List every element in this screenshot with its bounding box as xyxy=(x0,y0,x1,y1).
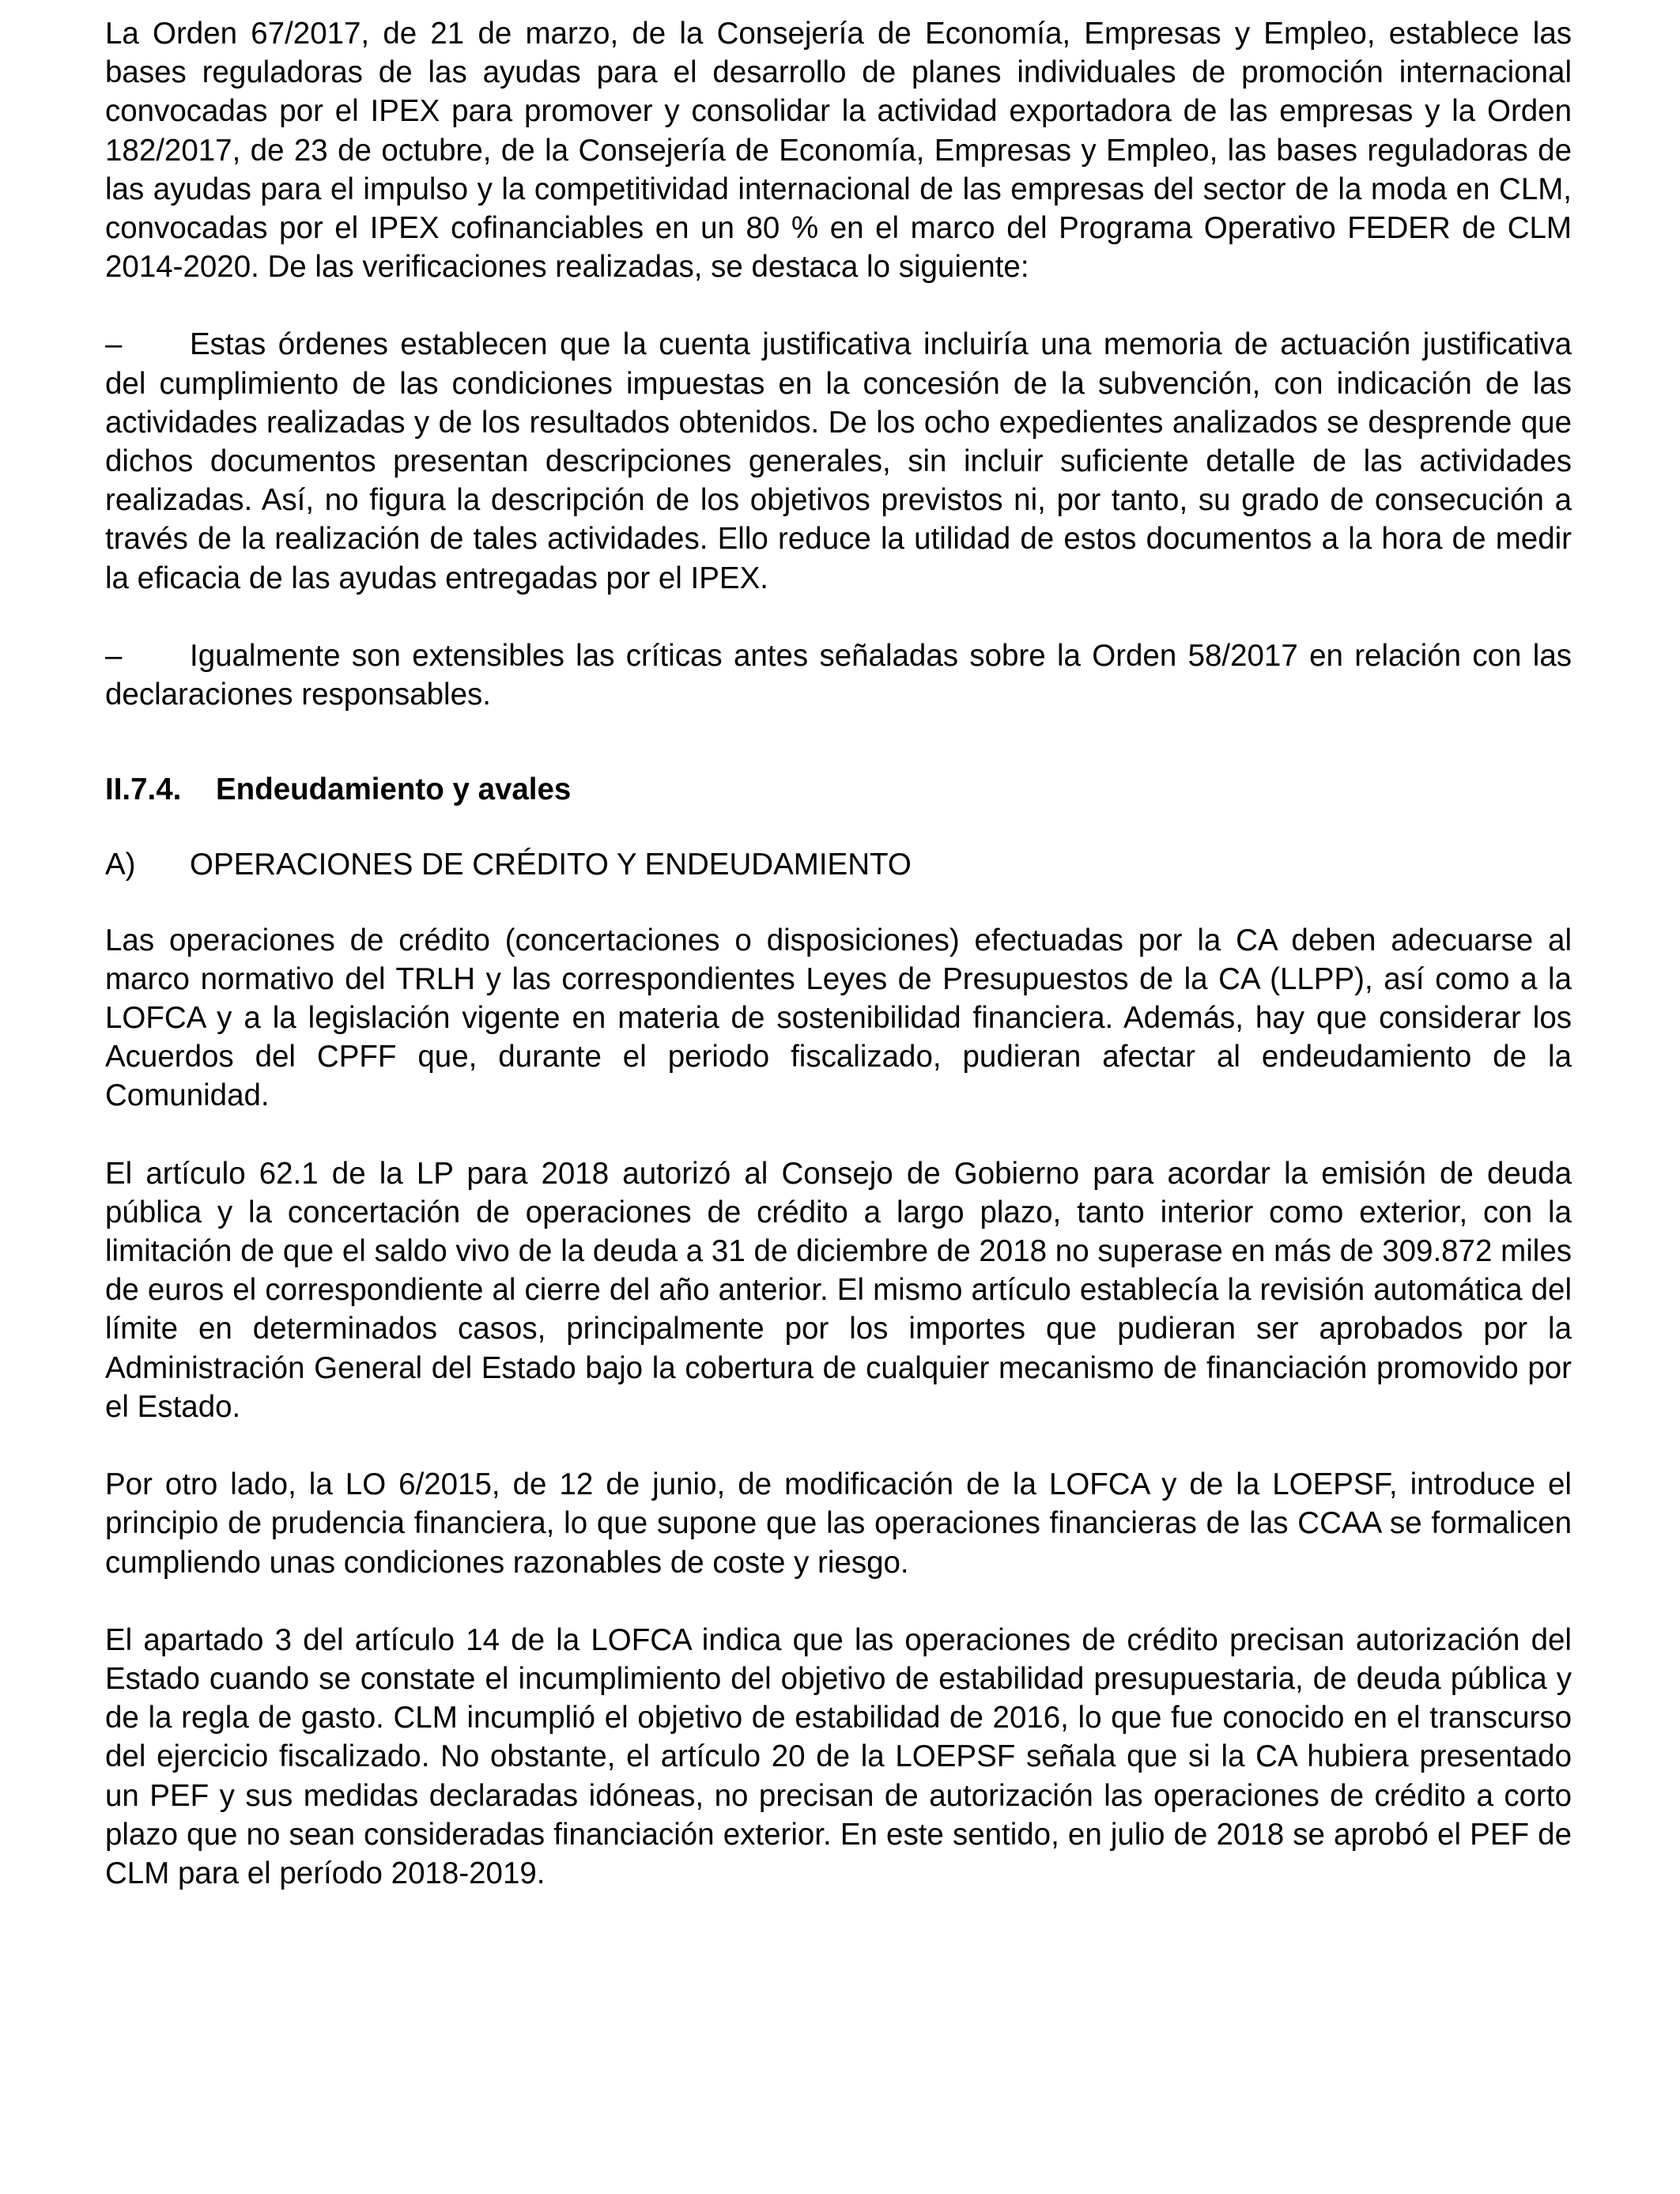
document-page xyxy=(105,14,1572,1893)
subsection-heading xyxy=(105,845,1572,884)
intro-paragraph: La Orden 67/2017, de 21 de marzo, de la Consejería de Economía, Empresas y Empleo, establece las bases reguladoras de las ayudas para el desarrollo de planes individuales de promoción internacional convocadas por el IPEX para promover y consolidar la actividad exportadora de las empresas y la Orden 182/2017, de 23 de octubre, de la Consejería de Economía, Empresas y Empleo, las bases reguladoras de las ayudas para el impulso y la competitividad internacional de las empresas del sector de la moda en CLM, convocadas por el IPEX cofinanciables en un 80 % en el marco del Programa Operativo FEDER de CLM 2014-2020. De las verificaciones realizadas, se destaca lo siguiente: xyxy=(105,17,1572,285)
bullet-text: Estas órdenes establecen que la cuenta justificativa incluiría una memoria de actuación justificativa del cumplimiento de las condiciones impuestas en la concesión de la subvención, con indicación de las actividades realizadas y de los resultados obtenidos. De los ocho expedientes analizados se desprende que dichos documentos presentan descripciones generales, sin incluir suficiente detalle de las actividades realizadas. Así, no figura la descripción de los objetivos previstos ni, por tanto, su grado de consecución a través de la realización de tales actividades. Ello reduce la utilidad de estos documentos a la hora de medir la eficacia de las ayudas entregadas por el IPEX. xyxy=(105,327,1572,595)
bullet-dash: – xyxy=(105,638,123,673)
section-number: II.7.4. xyxy=(105,772,182,807)
body-paragraph-4: El apartado 3 del artículo 14 de la LOFCA indica que las operaciones de crédito precisan autorización del Estado cuando se constate el incumplimiento del objetivo de estabilidad presupuestaria, de deuda pública y de la regla de gasto. CLM incumplió el objetivo de estabilidad de 2016, lo que fue conocido en el transcurso del ejercicio fiscalizado. No obstante, el artículo 20 de la LOEPSF señala que si la CA hubiera presentado un PEF y sus medidas declaradas idóneas, no precisan de autorización las operaciones de crédito a corto plazo que no sean consideradas financiación exterior. En este sentido, en julio de 2018 se aprobó el PEF de CLM para el período 2018-2019. xyxy=(105,1622,1572,1890)
section-title: Endeudamiento y avales xyxy=(216,772,572,807)
body-paragraph-2: El artículo 62.1 de la LP para 2018 autorizó al Consejo de Gobierno para acordar la emisión de deuda pública y la concertación de operaciones de crédito a largo plazo, tanto interior como exterior, con la limitación de que el saldo vivo de la deuda a 31 de diciembre de 2018 no superase en más de 309.872 miles de euros el correspondiente al cierre del año anterior. El mismo artículo establecía la revisión automática del límite en determinados casos, principalmente por los importes que pudieran ser aprobados por la Administración General del Estado bajo la cobertura de cualquier mecanismo de financiación promovido por el Estado. xyxy=(105,1156,1572,1424)
bullet-item-1 xyxy=(105,325,1572,597)
bullet-item-2 xyxy=(105,636,1572,714)
bullet-text: Igualmente son extensibles las críticas antes señaladas sobre la Orden 58/2017 en relación con las declaraciones responsables. xyxy=(105,638,1572,712)
body-paragraph-3: Por otro lado, la LO 6/2015, de 12 de junio, de modificación de la LOFCA y de la LOEPSF, introduce el principio de prudencia financiera, lo que supone que las operaciones financieras de las CCAA se formalicen cumpliendo unas condiciones razonables de coste y riesgo. xyxy=(105,1467,1572,1580)
subsection-number: A) xyxy=(105,848,136,882)
bullet-dash: – xyxy=(105,327,123,362)
subsection-title: OPERACIONES DE CRÉDITO Y ENDEUDAMIENTO xyxy=(190,848,912,882)
section-heading xyxy=(105,770,1572,809)
body-paragraph-1: Las operaciones de crédito (concertaciones o disposiciones) efectuadas por la CA deben adecuarse al marco normativo del TRLH y las correspondientes Leyes de Presupuestos de la CA (LLPP), así como a la LOFCA y a la legislación vigente en materia de sostenibilidad financiera. Además, hay que considerar los Acuerdos del CPFF que, durante el periodo fiscalizado, pudieran afectar al endeudamiento de la Comunidad. xyxy=(105,923,1572,1113)
